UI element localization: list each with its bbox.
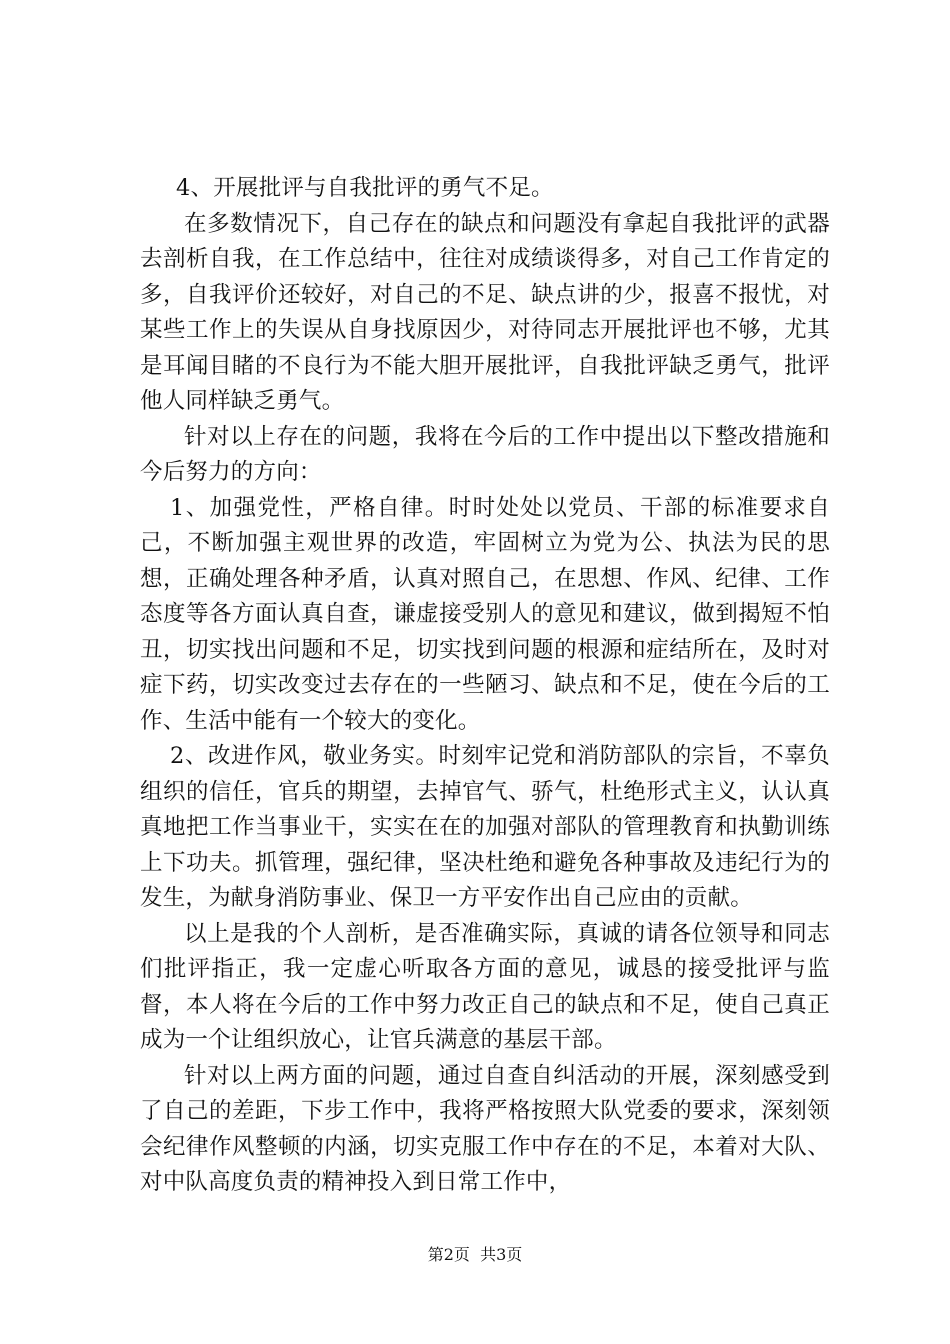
paragraph-heading-4: 4、开展批评与自我批评的勇气不足。 [176, 175, 554, 201]
paragraph-closing: 针对以上两方面的问题，通过自查自纠活动的开展，深刻感受到了自己的差距，下步工作中，我将严格按照大队党委的要求，深刻领会纪律作风整顿的内涵，切实克服工作中存在的不足，本着对大队、对中队高度负责的精神投入到日常工作中， [140, 1062, 830, 1195]
paragraph-conclusion: 以上是我的个人剖析，是否准确实际，真诚的请各位领导和同志们批评指正，我一定虚心听取各方面的意见，诚恳的接受批评与监督，本人将在今后的工作中努力改正自己的缺点和不足，使自己真正成为一个让组织放心，让官兵满意的基层干部。 [140, 920, 830, 1053]
paragraph-measure-1: 1、加强党性，严格自律。时时处处以党员、干部的标准要求自己，不断加强主观世界的改造，牢固树立为党为公、执法为民的思想，正确处理各种矛盾，认真对照自己，在思想、作风、纪律、工作态度等各方面认真自查，谦虚接受别人的意见和建议，做到揭短不怕丑，切实找出问题和不足，切实找到问题的根源和症结所在，及时对症下药，切实改变过去存在的一些陋习、缺点和不足，使在今后的工作、生活中能有一个较大的变化。 [140, 494, 830, 734]
page-number: 第2页 共3页 [427, 1245, 523, 1264]
paragraph-measure-2: 2、改进作风，敬业务实。时刻牢记党和消防部队的宗旨，不辜负组织的信任，官兵的期望，去掉官气、骄气，杜绝形式主义，认认真真地把工作当事业干，实实在在的加强对部队的管理教育和执勤训练上下功夫。抓管理，强纪律，坚决杜绝和避免各种事故及违纪行为的发生，为献身消防事业、保卫一方平安作出自己应由的贡献。 [140, 743, 830, 911]
document-body [140, 171, 830, 1201]
paragraph-measures-intro: 针对以上存在的问题，我将在今后的工作中提出以下整改措施和今后努力的方向： [140, 423, 830, 485]
paragraph-self-criticism: 在多数情况下，自己存在的缺点和问题没有拿起自我批评的武器去剖析自我，在工作总结中，往往对成绩谈得多，对自己工作肯定的多，自我评价还较好，对自己的不足、缺点讲的少，报喜不报忧，对某些工作上的失误从自身找原因少，对待同志开展批评也不够，尤其是耳闻目睹的不良行为不能大胆开展批评，自我批评缺乏勇气，批评他人同样缺乏勇气。 [140, 210, 830, 414]
page-footer [0, 1245, 950, 1265]
